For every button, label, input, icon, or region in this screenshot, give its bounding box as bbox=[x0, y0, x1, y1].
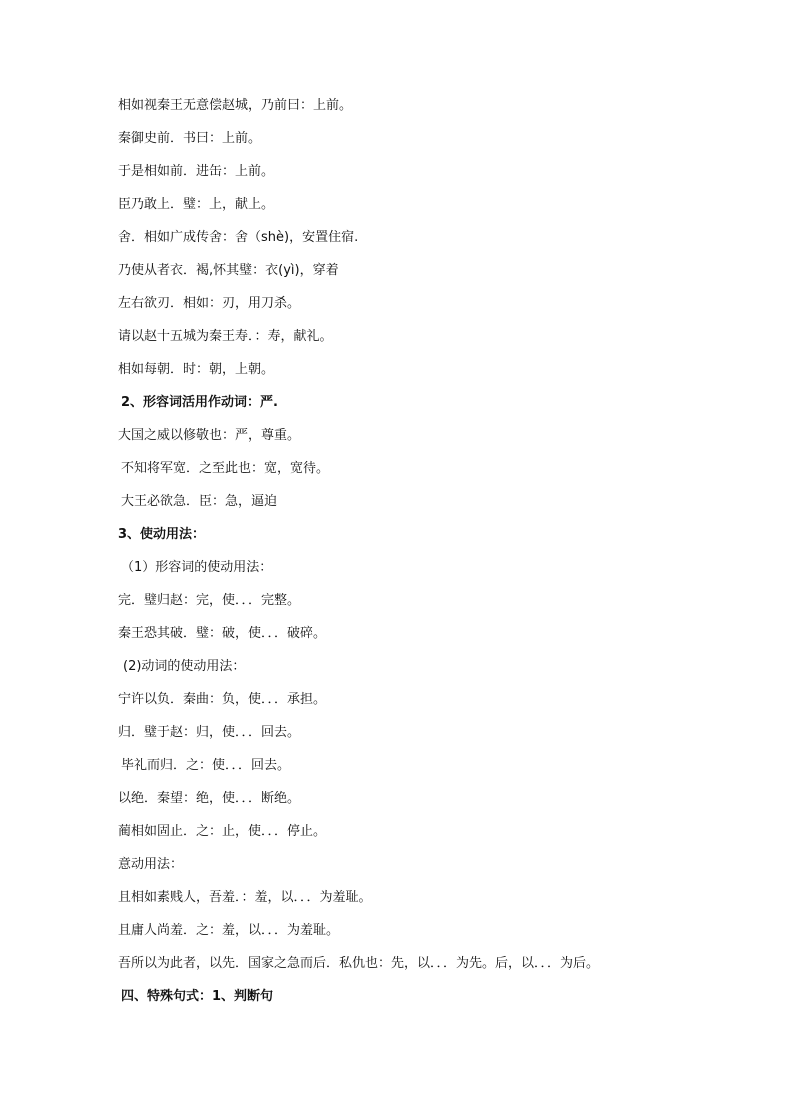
text-line: 秦御史前．书曰：上前。 bbox=[118, 131, 262, 146]
text-line: 宁许以负．秦曲：负，使．．．承担。 bbox=[118, 692, 327, 707]
section-heading: 意动用法： bbox=[118, 857, 184, 872]
text-line: 于是相如前．进缶：上前。 bbox=[118, 164, 275, 179]
text-line: 且相如素贱人，吾羞．：羞，以．．．为羞耻。 bbox=[118, 890, 372, 905]
text-line: 不知将军宽．之至此也：宽，宽待。 bbox=[121, 461, 330, 476]
text-line: 大国之威以修敬也：严，尊重。 bbox=[118, 428, 301, 443]
subsection-heading: （1）形容词的使动用法： bbox=[121, 560, 273, 575]
text-line: 完．璧归赵：完，使．．．完整。 bbox=[118, 593, 301, 608]
subsection-heading: (2)动词的使动用法： bbox=[123, 659, 246, 674]
section-heading: 2、形容词活用作动词：严. bbox=[121, 395, 278, 410]
text-line: 以绝．秦望：绝，使．．．断绝。 bbox=[118, 791, 301, 806]
text-line: 大王必欲急．臣：急，逼迫 bbox=[121, 494, 278, 509]
section-heading: 3、使动用法： bbox=[118, 527, 206, 542]
text-line: 相如视秦王无意偿赵城，乃前曰：上前。 bbox=[118, 98, 353, 113]
text-line: 归．璧于赵：归，使．．．回去。 bbox=[118, 725, 301, 740]
text-line: 臣乃敢上．璧：上，献上。 bbox=[118, 197, 275, 212]
text-line: 毕礼而归．之：使．．．回去。 bbox=[121, 758, 291, 773]
text-line: 左右欲刃．相如：刃，用刀杀。 bbox=[118, 296, 301, 311]
text-line: 乃使从者衣．褐,怀其璧：衣(yì)，穿着 bbox=[118, 263, 339, 278]
text-line: 秦王恐其破．璧：破，使．．．破碎。 bbox=[118, 626, 327, 641]
section-heading: 四、特殊句式：1、判断句 bbox=[121, 989, 274, 1004]
text-line: 舍．相如广成传舍：舍（shè)，安置住宿. bbox=[118, 230, 359, 245]
text-line: 蔺相如固止．之：止，使．．．停止。 bbox=[118, 824, 327, 839]
text-line: 且庸人尚羞．之：羞，以．．．为羞耻。 bbox=[118, 923, 340, 938]
text-line: 请以赵十五城为秦王寿．：寿，献礼。 bbox=[118, 329, 333, 344]
text-line: 相如每朝．时：朝，上朝。 bbox=[118, 362, 275, 377]
text-line: 吾所以为此者，以先．国家之急而后．私仇也：先，以．．．为先。后，以．．．为后。 bbox=[118, 956, 600, 971]
